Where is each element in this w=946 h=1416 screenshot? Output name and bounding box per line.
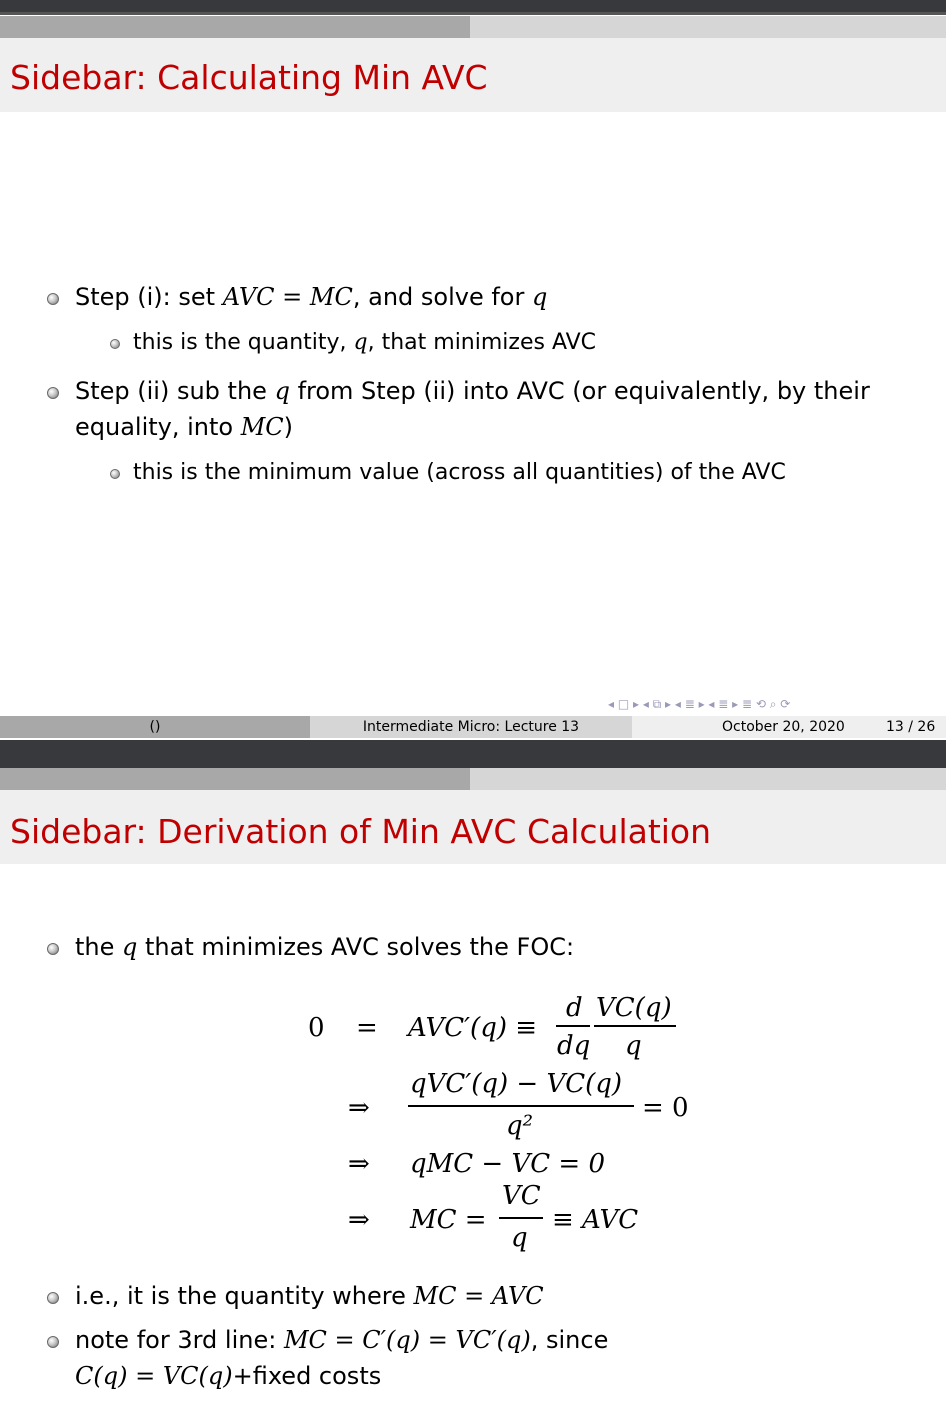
sub-text: this is the quantity, <box>133 330 354 355</box>
bullet-text: equality, into <box>75 413 241 441</box>
bullet-text: +fixed costs <box>232 1362 382 1390</box>
footer-date-page <box>632 716 946 738</box>
bullet-text: that minimizes AVC solves the FOC: <box>137 933 575 961</box>
bullet-icon <box>47 1336 59 1348</box>
vc-q-numerator: VC(q) <box>596 993 672 1023</box>
footer-page-number: 13 / 26 <box>886 719 936 735</box>
derivative-d: d <box>566 993 583 1023</box>
math-avc: AVC <box>222 283 275 311</box>
bullet-text: Step (ii) sub the <box>75 377 275 405</box>
fraction-bar <box>556 1025 590 1027</box>
slide1-footer <box>0 716 946 738</box>
q-squared: q² <box>506 1111 534 1141</box>
foc-derivation <box>0 985 946 1260</box>
math-cost-identity: C(q) = VC(q) <box>75 1362 233 1390</box>
bullet-text: i.e., it is the quantity where <box>75 1282 414 1310</box>
slide2-bullet-1 <box>75 933 574 961</box>
lhs-zero: 0 <box>308 1013 325 1043</box>
mc-equals: MC = <box>410 1205 487 1235</box>
slide2-title: Sidebar: Derivation of Min AVC Calculation <box>10 812 712 851</box>
beamer-navigation-icons[interactable]: ◂ □ ▸ ◂ ⧉ ▸ ◂ ≣ ▸ ◂ ≣ ▸ ≣ ⟲ ⌕ ⟳ <box>608 697 791 711</box>
quotient-numerator: qVC′(q) − VC(q) <box>410 1069 623 1099</box>
equals-sign: = <box>356 1013 378 1043</box>
implies-arrow: ⇒ <box>348 1093 370 1123</box>
footer-author: () <box>0 716 310 738</box>
slide1-title: Sidebar: Calculating Min AVC <box>10 58 488 97</box>
bullet-text: , since <box>530 1326 609 1354</box>
slide1-bullet-1 <box>75 283 547 311</box>
nav-tab-active[interactable] <box>0 16 470 38</box>
slide2-bullet-3-line2 <box>75 1362 381 1390</box>
math-eq: = <box>274 283 310 311</box>
slide2-bullet-3-line1 <box>75 1326 608 1354</box>
equiv-avc: ≡ AVC <box>552 1205 639 1235</box>
qmc-minus-vc: qMC − VC = 0 <box>410 1149 605 1179</box>
bullet-text: note for 3rd line: <box>75 1326 284 1354</box>
fraction-bar <box>408 1105 634 1107</box>
slide1-bullet-2-line1 <box>75 377 870 405</box>
math-q: q <box>122 933 138 961</box>
equals-zero: = 0 <box>642 1093 689 1123</box>
nav-tab-active[interactable] <box>0 768 470 790</box>
bullet-text: Step (i): set <box>75 283 223 311</box>
bullet-icon <box>47 1292 59 1304</box>
bullet-text: from Step (ii) into AVC (or equivalently, by their <box>289 377 870 405</box>
bullet-text: the <box>75 933 123 961</box>
math-q: q <box>531 283 548 311</box>
implies-arrow: ⇒ <box>348 1205 370 1235</box>
bullet-text: ) <box>283 413 294 441</box>
sub-text: , that minimizes AVC <box>367 330 596 355</box>
slide1-bullet-2-line2 <box>75 413 293 441</box>
slide1-title-bar <box>0 38 946 112</box>
footer-date: October 20, 2020 <box>722 719 845 735</box>
top-header-bar <box>0 740 946 768</box>
math-mc-avc: MC = AVC <box>413 1282 544 1310</box>
bullet-icon <box>47 387 59 399</box>
header-stripe <box>0 12 946 15</box>
implies-arrow: ⇒ <box>348 1149 370 1179</box>
q-denominator: q <box>625 1031 642 1061</box>
derivative-dq: dq <box>557 1031 591 1061</box>
fraction-bar <box>594 1025 676 1027</box>
math-q: q <box>353 330 368 355</box>
math-mc-identity: MC = C′(q) = VC′(q) <box>283 1326 531 1354</box>
bullet-text: , and solve for <box>352 283 532 311</box>
math-mc: MC <box>309 283 353 311</box>
q-denominator: q <box>511 1223 528 1253</box>
vc-numerator: VC <box>502 1181 541 1211</box>
nav-tab-row <box>0 768 946 790</box>
slide2-title-bar <box>0 790 946 864</box>
sub-bullet-icon <box>110 339 120 349</box>
slide1-sub-bullet-2: this is the minimum value (across all quantities) of the AVC <box>133 460 786 485</box>
footer-lecture: Intermediate Micro: Lecture 13 <box>310 716 632 738</box>
slide1-sub-bullet-1 <box>133 330 596 355</box>
nav-tab-row <box>0 16 946 38</box>
bullet-icon <box>47 293 59 305</box>
top-header-bar <box>0 0 946 12</box>
sub-bullet-icon <box>110 469 120 479</box>
math-q: q <box>274 377 290 405</box>
math-mc: MC <box>240 413 284 441</box>
slide2-bullet-2 <box>75 1282 544 1310</box>
fraction-bar <box>499 1217 543 1219</box>
bullet-icon <box>47 943 59 955</box>
avc-prime-expr: AVC′(q) ≡ <box>408 1013 538 1043</box>
